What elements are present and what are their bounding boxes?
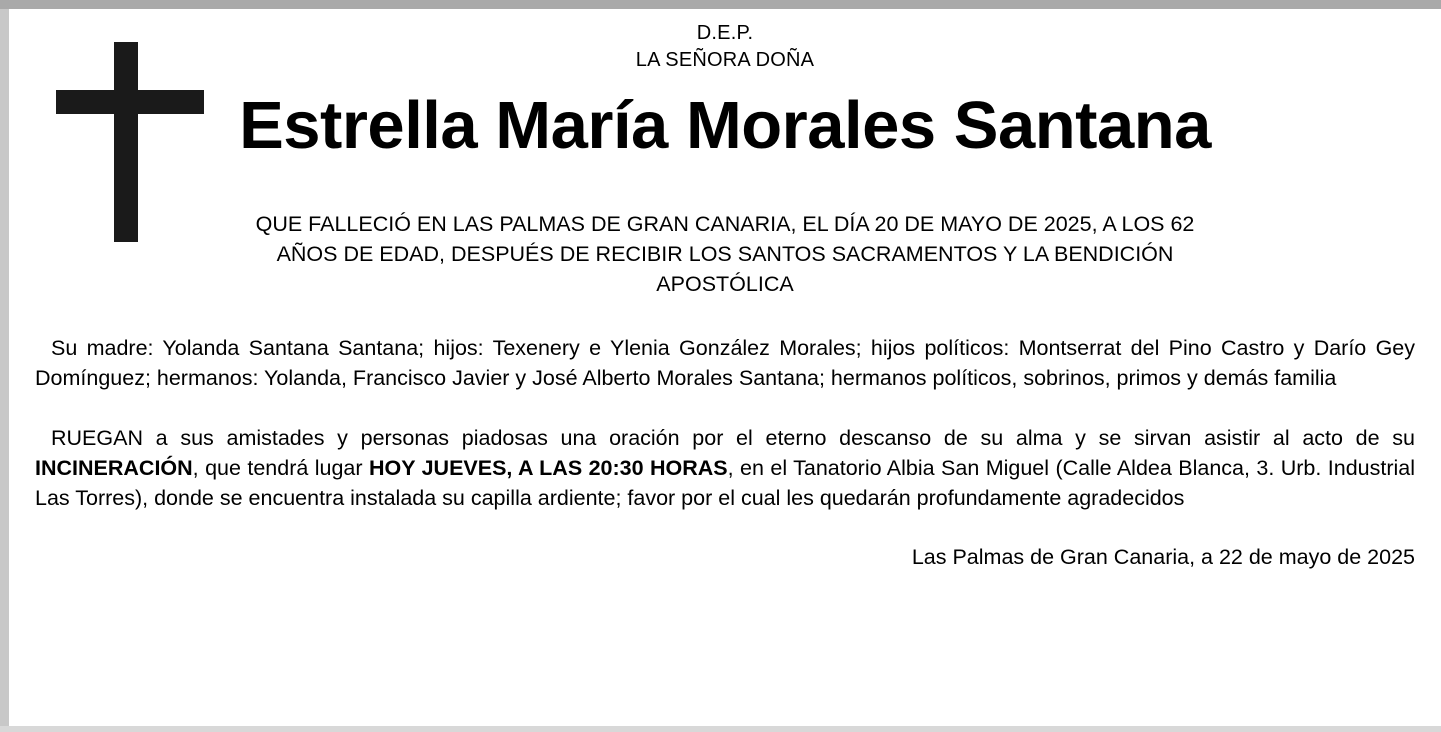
cross-icon <box>56 42 204 242</box>
dep-label: D.E.P. <box>696 22 754 44</box>
request-emphasis-time: HOY JUEVES, A LAS 20:30 HORAS <box>368 456 728 480</box>
honorific-label: LA SEÑORA DOÑA <box>635 49 815 71</box>
death-info: QUE FALLECIÓ EN LAS PALMAS DE GRAN CANARIA, EL DÍA 20 DE MAYO DE 2025, A LOS 62 AÑOS DE EDAD, DESPUÉS DE RECIBIR LOS SANTOS SACRAMENTOS Y LA BENDICIÓN APOSTÓLICA <box>255 212 1195 296</box>
left-border <box>0 9 9 732</box>
bottom-border <box>0 726 1441 732</box>
cross-horizontal-bar <box>56 90 204 114</box>
notice-content <box>9 9 1441 726</box>
family-paragraph <box>35 333 1415 393</box>
cross-vertical-bar <box>114 42 138 242</box>
place-and-date: Las Palmas de Gran Canaria, a 22 de mayo de 2025 <box>911 545 1415 569</box>
family-text: Su madre: Yolanda Santana Santana; hijos: Texenery e Ylenia González Morales; hijos políticos: Montserrat del Pino Castro y Darío Gey Domínguez; hermanos: Yolanda, Francisco Javier y José Alberto Morales Santana; hermanos políticos, sobrinos, primos y demás familia <box>35 336 1415 390</box>
top-border <box>0 0 1441 9</box>
request-text-part2: , que tendrá lugar <box>192 456 369 480</box>
request-text-part1: RUEGAN a sus amistades y personas piadosas una oración por el eterno descanso de su alma y se sirvan asistir al acto de su <box>51 426 1415 450</box>
deceased-name: Estrella María Morales Santana <box>239 88 1211 163</box>
request-emphasis-cremation: INCINERACIÓN <box>35 456 193 480</box>
request-paragraph <box>35 423 1415 513</box>
request-text-part3: , en el Tanatorio Albia San Miguel (Calle Aldea Blanca, 3. Urb. Industrial Las Torres), donde se encuentra instalada su capilla ardiente; favor por el cual les quedarán profundamente agradecidos <box>35 456 1415 510</box>
